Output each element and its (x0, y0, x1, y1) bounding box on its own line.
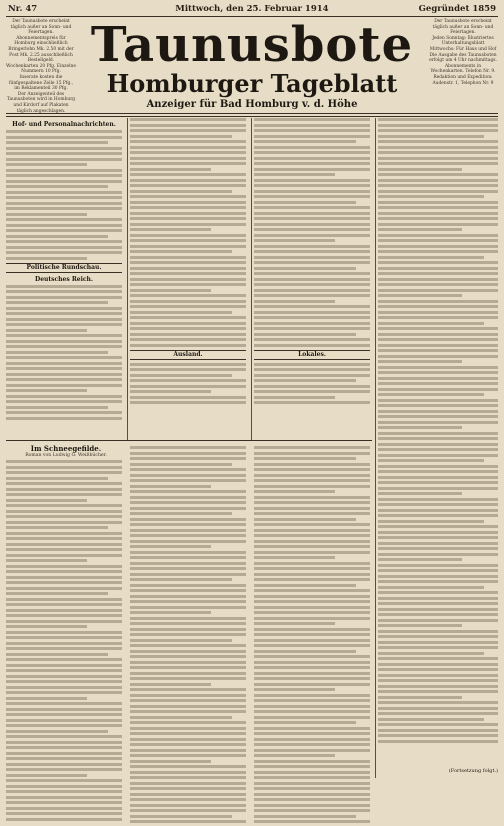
info-line: Mittwochs: Für Haus und Hof (429, 46, 497, 52)
feuilleton-column (254, 446, 370, 826)
continued-note: (Fortsetzung folgt.) (448, 768, 498, 774)
article-column (378, 118, 498, 778)
newspaper-subtitle: Homburger Tageblatt (106, 69, 398, 98)
subsection-heading: Deutsches Reich. (34, 275, 94, 283)
feuilleton-column (130, 446, 246, 826)
article-column (254, 118, 370, 438)
info-line: Abonnements in Wochenkarten. Telefon Nr. 9. (430, 63, 496, 75)
issue-date: Mittwoch, den 25. Februar 1914 (175, 4, 329, 14)
info-line: Der Taunusbote erscheint täglich außer an Sonn- und Feiertagen. (10, 19, 72, 36)
article-text (6, 285, 122, 420)
issue-number: Nr. 47 (8, 4, 38, 14)
article-text (6, 130, 122, 260)
section-heading: Lokales. (254, 350, 370, 360)
subscription-info-box (6, 19, 76, 114)
section-heading: Ausland. (130, 350, 246, 360)
publisher-info-box (428, 19, 498, 86)
column-divider (375, 118, 376, 778)
feuilleton-author: Roman von Ludwig G. Weißbücher. (25, 453, 107, 458)
feuilleton-column (6, 460, 122, 823)
article-text (254, 118, 370, 347)
column-divider (251, 118, 252, 440)
info-line: Inserate kosten die fünfgespaltene Zeile 15 Pfg., im Reklamenteil 30 Pfg. (8, 74, 74, 92)
article-text (130, 118, 246, 347)
article-column (130, 118, 246, 438)
newspaper-title: Taunusbote (90, 17, 414, 73)
article-column (6, 118, 122, 438)
column-divider (127, 118, 128, 440)
section-heading: Hof- und Personalnachrichten. (12, 121, 116, 128)
info-line: Die Ausgabe des Taunusboten erfolgt um 4 Uhr nachmittags. (429, 52, 497, 64)
feuilleton-title: Im Schneegefilde. (30, 444, 102, 453)
article-text (378, 118, 498, 743)
info-line: Der Anzeigenteil des Taunusboten wird in Homburg und Kirdorf auf Plakaten täglich angeschlagen. (6, 91, 76, 114)
info-line: Wochenkarten 20 Pfg. Einzelne Nummern 10 Pfg. (6, 63, 76, 75)
dateline (6, 4, 498, 17)
feuilleton-rule (6, 440, 372, 441)
article-text (130, 363, 246, 405)
masthead-rule (6, 113, 498, 117)
newspaper-tagline: Anzeiger für Bad Homburg v. d. Höhe (146, 99, 358, 110)
info-line: Der Taunusbote erscheint täglich außer an Sonn- und Feiertagen. (432, 19, 494, 36)
founded-year: Gegründet 1859 (418, 4, 496, 14)
info-line: Abonnementspreis für Homburg einschließlich Bringerlohn Mk. 2.50 mit der Post Mk. 2.25 ausschließlich Bestellgeld. (8, 35, 74, 64)
info-line: Redaktion und Expedition: Audenstr. 1, Telephon Nr. 9 (432, 74, 494, 86)
info-line: Jeden Sonntag: Illustriertes Unterhaltungsblatt (432, 35, 494, 47)
section-heading: Politische Rundschau. (6, 263, 122, 273)
article-text (254, 363, 370, 405)
